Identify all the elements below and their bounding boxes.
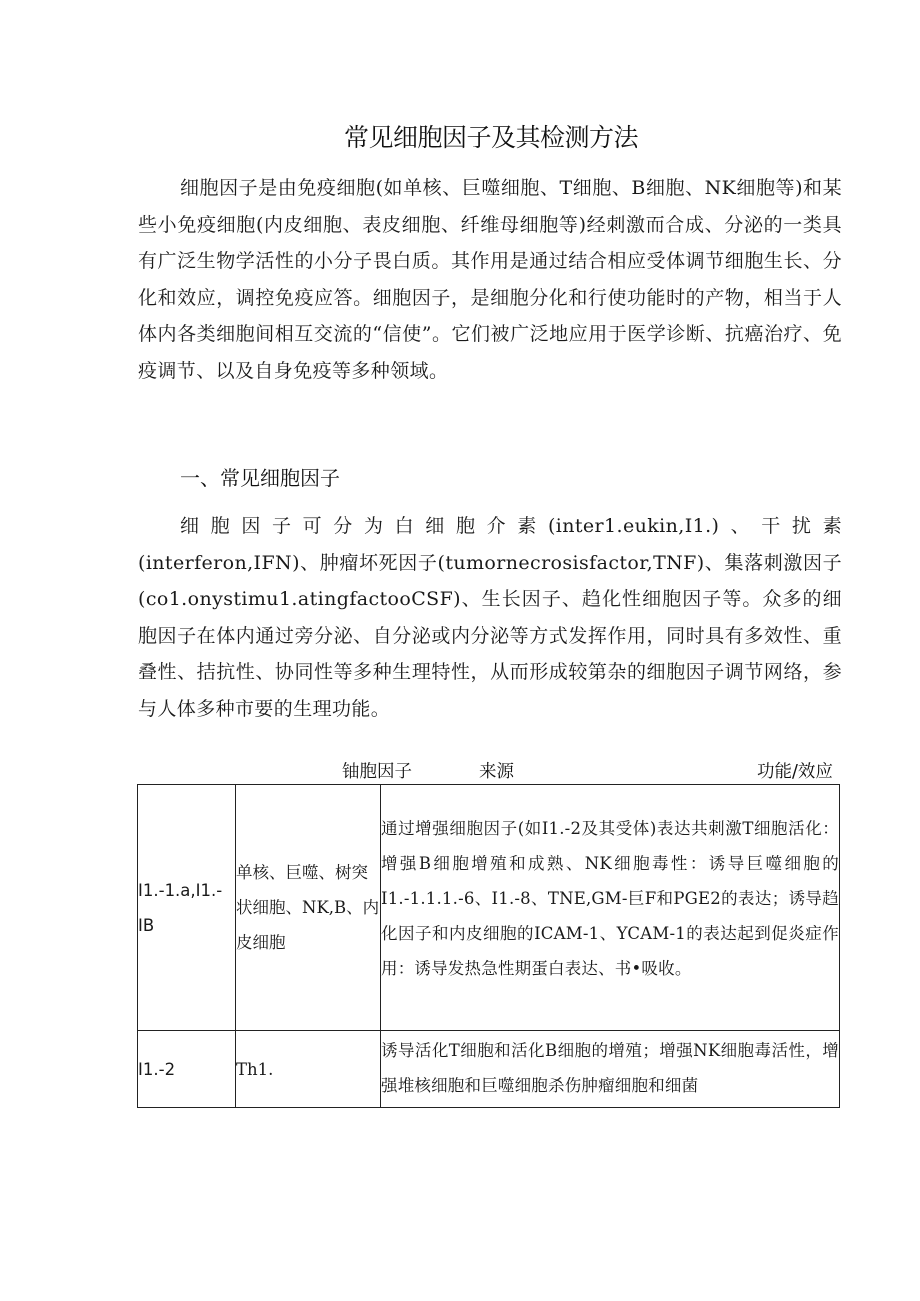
page-title: 常见细胞因子及其检测方法 [343, 123, 638, 152]
table-header-cytokine: 铀胞因子 [342, 762, 412, 782]
cell-source: Th1. [236, 1031, 381, 1108]
table-row [138, 785, 840, 1031]
cell-function: 通过增强细胞因子(如I1.-2及其受体)表达共刺激T细胞活化：增强B细胞增殖和成熟、NK细胞毒性：诱导巨噬细胞的I1.-1.1.1.-6、I1.-8、TNE,GM-巨F和PGE2的表达；诱导趋化因子和内皮细胞的ICAM-1、YCAM-1的表达起到促炎症作用：诱导发热急性期蛋白表达、书•吸收。 [381, 785, 840, 1031]
cell-function: 诱导活化T细胞和活化B细胞的增殖；增强NK细胞毒活性，增强堆核细胞和巨噬细胞杀伤肿瘤细胞和细菌 [381, 1031, 840, 1108]
section-heading: 一、常见细胞因子 [180, 466, 340, 490]
cell-cytokine: I1.-2 [138, 1031, 236, 1108]
cell-cytokine: I1.-1.a,I1.-IB [138, 785, 236, 1031]
table-header-source: 来源 [479, 762, 514, 782]
cytokine-table [137, 784, 840, 1108]
table-row [138, 1031, 840, 1108]
intro-paragraph: 细胞因子是由免疫细胞(如单核、巨噬细胞、T细胞、B细胞、NK细胞等)和某些小免疫细胞(内皮细胞、表皮细胞、纤维母细胞等)经刺激而合成、分泌的一类具有广泛生物学活性的小分子畏白质。其作用是通过结合相应受体调节细胞生长、分化和效应，调控免疫应答。细胞因子，是细胞分化和行使功能时的产物，相当于人体内各类细胞间相互交流的“信使”。它们被广泛地应用于医学诊断、抗癌治疗、免疫调节、以及自身免疫等多种领域。 [138, 177, 842, 382]
cell-source: 单核、巨噬、树突状细胞、NK,B、内皮细胞 [236, 785, 381, 1031]
table-header-function: 功能/效应 [757, 762, 833, 782]
section-paragraph: 细胞因子可分为白细胞介素(inter1.eukin,I1.)、干扰素(interferon,IFN)、肿瘤坏死因子(tumornecrosisfactor,TNF)、集落刺激因子(co1.onystimu1.atingfactooCSF)、生长因子、趋化性细胞因子等。众多的细胞因子在体内通过旁分泌、自分泌或内分泌等方式发挥作用，同时具有多效性、重叠性、拮抗性、协同性等多种生理特性，从而形成较第杂的细胞因子调节网络，参与人体多种市要的生理功能。 [138, 515, 842, 720]
